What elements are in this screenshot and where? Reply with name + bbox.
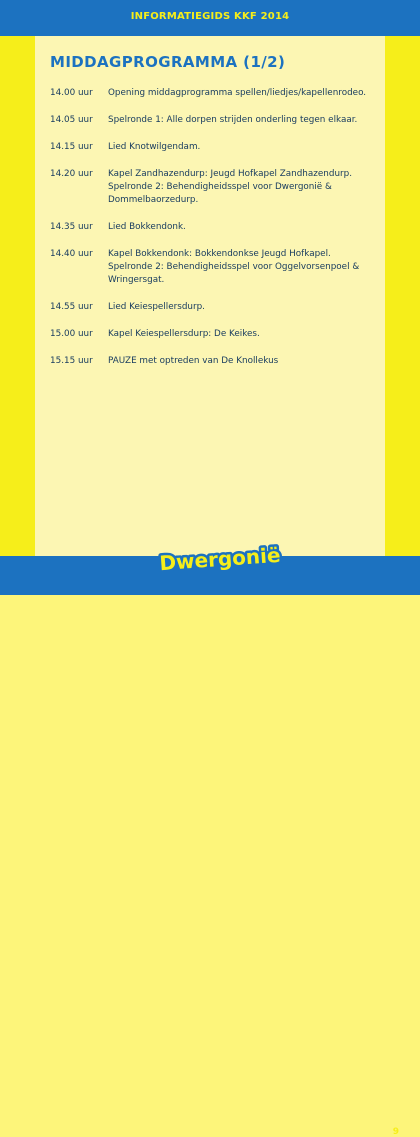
header-bar <box>0 0 420 36</box>
dwergonie-logo <box>158 535 282 581</box>
schedule-time: 15.00 uur <box>50 329 93 339</box>
right-side-band <box>385 36 420 556</box>
header-title: INFORMATIEGIDS KKF 2014 <box>130 11 290 22</box>
schedule-time: 14.40 uur <box>50 249 93 259</box>
schedule-description <box>108 355 380 368</box>
schedule-item <box>50 87 380 100</box>
schedule-line: Opening middagprogramma spellen/liedjes/kapellenrodeo. <box>108 88 367 98</box>
schedule-time: 14.05 uur <box>50 115 93 125</box>
schedule-time: 14.55 uur <box>50 302 93 312</box>
schedule-description <box>108 114 380 127</box>
schedule-line: Lied Bokkendonk. <box>108 222 186 232</box>
schedule-description <box>108 221 380 234</box>
schedule-line: Kapel Bokkendonk: Bokkendonkse Jeugd Hofkapel. <box>108 249 331 259</box>
schedule-line: Dommelbaorzedurp. <box>108 195 199 205</box>
schedule-description <box>108 301 380 314</box>
schedule-line: Spelronde 2: Behendigheidsspel voor Oggelvorsenpoel & <box>108 262 360 272</box>
schedule-item <box>50 114 380 127</box>
schedule-line: Lied Knotwilgendam. <box>108 142 201 152</box>
logo-wordmark: Dwergonië <box>158 542 282 576</box>
schedule-line: Kapel Keiespellersdurp: De Keikes. <box>108 329 260 339</box>
dwergonie-logo-graphic <box>158 535 282 581</box>
schedule-description <box>108 248 380 287</box>
schedule-item <box>50 328 380 341</box>
schedule-description <box>108 141 380 154</box>
schedule-time: 14.00 uur <box>50 88 93 98</box>
schedule-description <box>108 168 380 207</box>
schedule-item <box>50 355 380 368</box>
schedule-item <box>50 301 380 314</box>
left-side-band <box>0 36 35 556</box>
schedule-time: 15.15 uur <box>50 356 93 366</box>
schedule-list <box>50 87 380 382</box>
schedule-description <box>108 328 380 341</box>
schedule-description <box>108 87 380 100</box>
page-number: 9 <box>392 1127 399 1137</box>
schedule-line: Kapel Zandhazendurp: Jeugd Hofkapel Zandhazendurp. <box>108 169 353 179</box>
schedule-time: 14.20 uur <box>50 169 93 179</box>
schedule-line: PAUZE met optreden van De Knollekus <box>108 356 279 366</box>
schedule-item <box>50 168 380 207</box>
schedule-time: 14.35 uur <box>50 222 93 232</box>
schedule-line: Lied Keiespellersdurp. <box>108 302 205 312</box>
schedule-item <box>50 248 380 287</box>
schedule-line: Wringersgat. <box>108 275 165 285</box>
schedule-time: 14.15 uur <box>50 142 93 152</box>
schedule-line: Spelronde 2: Behendigheidsspel voor Dwergonië & <box>108 182 332 192</box>
page-title: MIDDAGPROGRAMMA (1/2) <box>50 53 286 71</box>
schedule-item <box>50 221 380 234</box>
schedule-item <box>50 141 380 154</box>
schedule-line: Spelronde 1: Alle dorpen strijden onderling tegen elkaar. <box>108 115 358 125</box>
